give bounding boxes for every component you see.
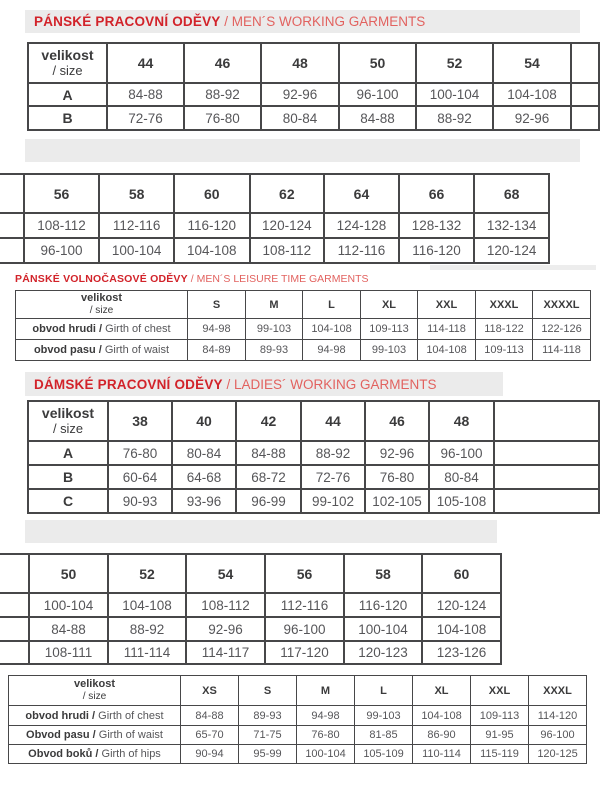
column-header-cell: 42 <box>236 401 301 441</box>
value-cell: 104-108 <box>493 83 571 106</box>
label-english: Girth of waist <box>101 344 170 356</box>
column-header-cell <box>0 554 29 593</box>
header-row <box>0 554 501 593</box>
value-cell: 109-113 <box>471 706 529 726</box>
size-legend-cell <box>9 676 181 706</box>
value-cell: 118-122 <box>476 319 533 340</box>
value-cell: 99-102 <box>301 489 365 513</box>
column-header-cell <box>571 43 599 83</box>
value-cell: 111-114 <box>108 641 186 664</box>
ladies-leisure-sizes-table <box>8 675 587 764</box>
data-row <box>28 106 599 130</box>
row-label-cell <box>9 745 181 764</box>
column-header-cell: 56 <box>24 174 100 213</box>
value-cell: 92-96 <box>261 83 339 106</box>
value-cell: 95-99 <box>239 745 297 764</box>
column-header-cell: XXXL <box>529 676 587 706</box>
column-header-cell: L <box>355 676 413 706</box>
column-header-cell: 44 <box>301 401 365 441</box>
value-cell <box>0 238 24 263</box>
value-cell: 112-116 <box>265 593 344 617</box>
header-row <box>9 676 587 706</box>
mens-leisure-sizes-table <box>15 290 591 361</box>
value-cell: 128-132 <box>399 213 475 238</box>
value-cell: 116-120 <box>174 213 250 238</box>
label-czech: velikost <box>41 405 95 422</box>
label-czech: velikost <box>41 47 94 64</box>
column-header-cell: XL <box>413 676 471 706</box>
column-header-cell: XXL <box>471 676 529 706</box>
column-header-cell: 66 <box>399 174 475 213</box>
column-header-cell: 46 <box>365 401 429 441</box>
value-cell: 120-124 <box>250 213 325 238</box>
column-header-cell <box>494 401 599 441</box>
data-row <box>28 465 599 489</box>
value-cell: 94-98 <box>303 340 361 361</box>
value-cell: 72-76 <box>107 106 184 130</box>
value-cell: 116-120 <box>399 238 475 263</box>
ladies-working-sizes-table-50-60 <box>0 553 502 665</box>
value-cell: 92-96 <box>493 106 571 130</box>
value-cell: 80-84 <box>261 106 339 130</box>
row-label-cell <box>9 726 181 745</box>
column-header-cell: XXXXL <box>533 291 591 319</box>
column-header-cell: 50 <box>29 554 108 593</box>
value-cell: 94-98 <box>188 319 246 340</box>
column-header-cell: B <box>28 465 108 489</box>
column-header-cell: 48 <box>261 43 339 83</box>
value-cell: 96-100 <box>429 441 494 465</box>
column-header-cell: A <box>28 441 108 465</box>
value-cell: 132-134 <box>474 213 549 238</box>
section-title-cz: PÁNSKÉ PRACOVNÍ ODĚVY <box>34 14 221 29</box>
value-cell: 110-114 <box>413 745 471 764</box>
value-cell: 84-88 <box>29 617 108 641</box>
value-cell: 88-92 <box>184 83 261 106</box>
divider-strip <box>430 265 596 270</box>
value-cell: 89-93 <box>239 706 297 726</box>
label-english: / size <box>82 691 107 703</box>
column-header-cell: 62 <box>250 174 325 213</box>
section-title-cz: DÁMSKÉ PRACOVNÍ ODĚVY <box>34 376 223 392</box>
value-cell: 89-93 <box>246 340 303 361</box>
section-title-en: / MEN´S WORKING GARMENTS <box>220 14 426 29</box>
value-cell: 108-112 <box>24 213 100 238</box>
row-label-cell <box>16 340 188 361</box>
data-row <box>0 213 549 238</box>
value-cell: 115-119 <box>471 745 529 764</box>
column-header-cell <box>0 174 24 213</box>
value-cell: 105-108 <box>429 489 494 513</box>
value-cell: 88-92 <box>108 617 186 641</box>
value-cell: 100-104 <box>29 593 108 617</box>
value-cell: 104-108 <box>174 238 250 263</box>
value-cell: 96-100 <box>339 83 416 106</box>
value-cell: 108-112 <box>250 238 325 263</box>
value-cell: 100-104 <box>297 745 355 764</box>
column-header-cell: M <box>246 291 303 319</box>
value-cell: 120-124 <box>422 593 501 617</box>
value-cell: 109-113 <box>361 319 418 340</box>
value-cell: 81-85 <box>355 726 413 745</box>
label-czech: velikost <box>81 292 122 305</box>
column-header-cell: 58 <box>344 554 422 593</box>
value-cell <box>494 465 599 489</box>
row-label-cell <box>9 706 181 726</box>
size-legend-cell <box>28 401 108 441</box>
value-cell: 104-108 <box>413 706 471 726</box>
label-english: Girth of hips <box>98 748 161 760</box>
value-cell: 120-124 <box>474 238 549 263</box>
column-header-cell: 44 <box>107 43 184 83</box>
data-row <box>9 745 587 764</box>
ladies-working-sizes-table-38-48 <box>27 400 600 514</box>
value-cell: 99-103 <box>246 319 303 340</box>
data-row <box>16 340 591 361</box>
mens-working-sizes-table-44-54 <box>27 42 600 131</box>
label-czech: Obvod pasu / <box>26 729 96 741</box>
value-cell: 123-126 <box>422 641 501 664</box>
section-title-en: / LADIES´ WORKING GARMENTS <box>222 376 437 392</box>
value-cell: 65-70 <box>181 726 239 745</box>
value-cell: 88-92 <box>301 441 365 465</box>
value-cell: 84-88 <box>181 706 239 726</box>
divider-band <box>25 139 580 162</box>
value-cell: 99-103 <box>361 340 418 361</box>
value-cell: 86-90 <box>413 726 471 745</box>
column-header-cell: 60 <box>422 554 501 593</box>
column-header-cell: 40 <box>172 401 236 441</box>
data-row <box>28 441 599 465</box>
section-title-en: / MEN´S LEISURE TIME GARMENTS <box>187 272 369 285</box>
column-header-cell: XL <box>361 291 418 319</box>
data-row <box>0 238 549 263</box>
value-cell: 60-64 <box>108 465 172 489</box>
column-header-cell: 68 <box>474 174 549 213</box>
value-cell: 76-80 <box>297 726 355 745</box>
header-row <box>16 291 591 319</box>
value-cell: 76-80 <box>365 465 429 489</box>
column-header-cell: 38 <box>108 401 172 441</box>
data-row <box>0 617 501 641</box>
label-czech: obvod hrudi / <box>25 709 96 722</box>
data-row <box>16 319 591 340</box>
data-row <box>28 83 599 106</box>
column-header-cell: 64 <box>324 174 399 213</box>
value-cell: 112-116 <box>324 238 399 263</box>
label-english: Girth of chest <box>95 709 164 722</box>
data-row <box>0 593 501 617</box>
column-header-cell: 58 <box>99 174 174 213</box>
column-header-cell: 54 <box>186 554 265 593</box>
value-cell <box>571 106 599 130</box>
header-row <box>0 174 549 213</box>
value-cell: 120-125 <box>529 745 587 764</box>
column-header-cell: M <box>297 676 355 706</box>
column-header-cell: XS <box>181 676 239 706</box>
column-header-cell: 52 <box>416 43 493 83</box>
column-header-cell: 54 <box>493 43 571 83</box>
data-row <box>9 726 587 745</box>
value-cell: 114-120 <box>529 706 587 726</box>
value-cell: 120-123 <box>344 641 422 664</box>
value-cell: 109-113 <box>476 340 533 361</box>
value-cell: 99-103 <box>355 706 413 726</box>
value-cell: 93-96 <box>172 489 236 513</box>
value-cell: 112-116 <box>99 213 174 238</box>
label-english: Girth of waist <box>95 729 163 741</box>
label-english: / size <box>52 421 84 436</box>
value-cell: 104-108 <box>303 319 361 340</box>
value-cell: 84-88 <box>339 106 416 130</box>
value-cell: 116-120 <box>344 593 422 617</box>
label-czech: obvod hrudi / <box>32 323 103 335</box>
value-cell: 100-104 <box>416 83 493 106</box>
column-header-cell: 46 <box>184 43 261 83</box>
column-header-cell: L <box>303 291 361 319</box>
value-cell: 80-84 <box>429 465 494 489</box>
value-cell: 114-118 <box>418 319 476 340</box>
value-cell: 91-95 <box>471 726 529 745</box>
value-cell: 84-88 <box>107 83 184 106</box>
column-header-cell: 60 <box>174 174 250 213</box>
value-cell: 76-80 <box>108 441 172 465</box>
label-czech: velikost <box>74 678 115 691</box>
value-cell <box>571 83 599 106</box>
column-header-cell: 52 <box>108 554 186 593</box>
value-cell: 122-126 <box>533 319 591 340</box>
value-cell: 92-96 <box>365 441 429 465</box>
value-cell: 90-94 <box>181 745 239 764</box>
value-cell: 80-84 <box>172 441 236 465</box>
value-cell: 96-99 <box>236 489 301 513</box>
value-cell: 105-109 <box>355 745 413 764</box>
column-header-cell: B <box>28 106 107 130</box>
column-header-cell: XXXL <box>476 291 533 319</box>
column-header-cell: 48 <box>429 401 494 441</box>
value-cell: 114-117 <box>186 641 265 664</box>
row-label-cell <box>16 319 188 340</box>
value-cell: 104-108 <box>422 617 501 641</box>
header-row <box>28 43 599 83</box>
value-cell: 104-108 <box>108 593 186 617</box>
value-cell: 88-92 <box>416 106 493 130</box>
size-legend-cell <box>16 291 188 319</box>
label-english: / size <box>52 63 83 78</box>
section-header-mens-working <box>25 10 580 33</box>
data-row <box>0 641 501 664</box>
column-header-cell: C <box>28 489 108 513</box>
value-cell: 124-128 <box>324 213 399 238</box>
value-cell: 64-68 <box>172 465 236 489</box>
size-legend-cell <box>28 43 107 83</box>
value-cell: 96-100 <box>24 238 100 263</box>
value-cell <box>0 617 29 641</box>
value-cell <box>0 593 29 617</box>
value-cell: 68-72 <box>236 465 301 489</box>
section-header-mens-leisure <box>15 271 369 286</box>
value-cell <box>494 489 599 513</box>
column-header-cell: XXL <box>418 291 476 319</box>
column-header-cell: 50 <box>339 43 416 83</box>
column-header-cell: S <box>188 291 246 319</box>
value-cell: 108-111 <box>29 641 108 664</box>
value-cell: 84-88 <box>236 441 301 465</box>
value-cell: 94-98 <box>297 706 355 726</box>
data-row <box>28 489 599 513</box>
value-cell: 92-96 <box>186 617 265 641</box>
value-cell: 108-112 <box>186 593 265 617</box>
value-cell: 71-75 <box>239 726 297 745</box>
value-cell <box>494 441 599 465</box>
value-cell: 104-108 <box>418 340 476 361</box>
value-cell: 100-104 <box>99 238 174 263</box>
value-cell: 100-104 <box>344 617 422 641</box>
value-cell: 76-80 <box>184 106 261 130</box>
value-cell: 114-118 <box>533 340 591 361</box>
mens-working-sizes-table-56-68 <box>0 173 550 264</box>
column-header-cell: S <box>239 676 297 706</box>
header-row <box>28 401 599 441</box>
value-cell: 84-89 <box>188 340 246 361</box>
column-header-cell: 56 <box>265 554 344 593</box>
value-cell <box>0 641 29 664</box>
value-cell: 102-105 <box>365 489 429 513</box>
section-title-cz: PÁNSKÉ VOLNOČASOVÉ ODĚVY <box>15 272 188 285</box>
label-czech: obvod pasu / <box>33 344 102 356</box>
value-cell: 96-100 <box>265 617 344 641</box>
label-english: Girth of chest <box>102 323 171 335</box>
section-header-ladies-working <box>25 372 503 396</box>
label-czech: Obvod boků / <box>28 748 99 760</box>
value-cell: 117-120 <box>265 641 344 664</box>
value-cell: 72-76 <box>301 465 365 489</box>
value-cell: 96-100 <box>529 726 587 745</box>
value-cell: 90-93 <box>108 489 172 513</box>
label-english: / size <box>89 305 114 317</box>
data-row <box>9 706 587 726</box>
column-header-cell: A <box>28 83 107 106</box>
value-cell <box>0 213 24 238</box>
divider-band <box>25 520 497 543</box>
